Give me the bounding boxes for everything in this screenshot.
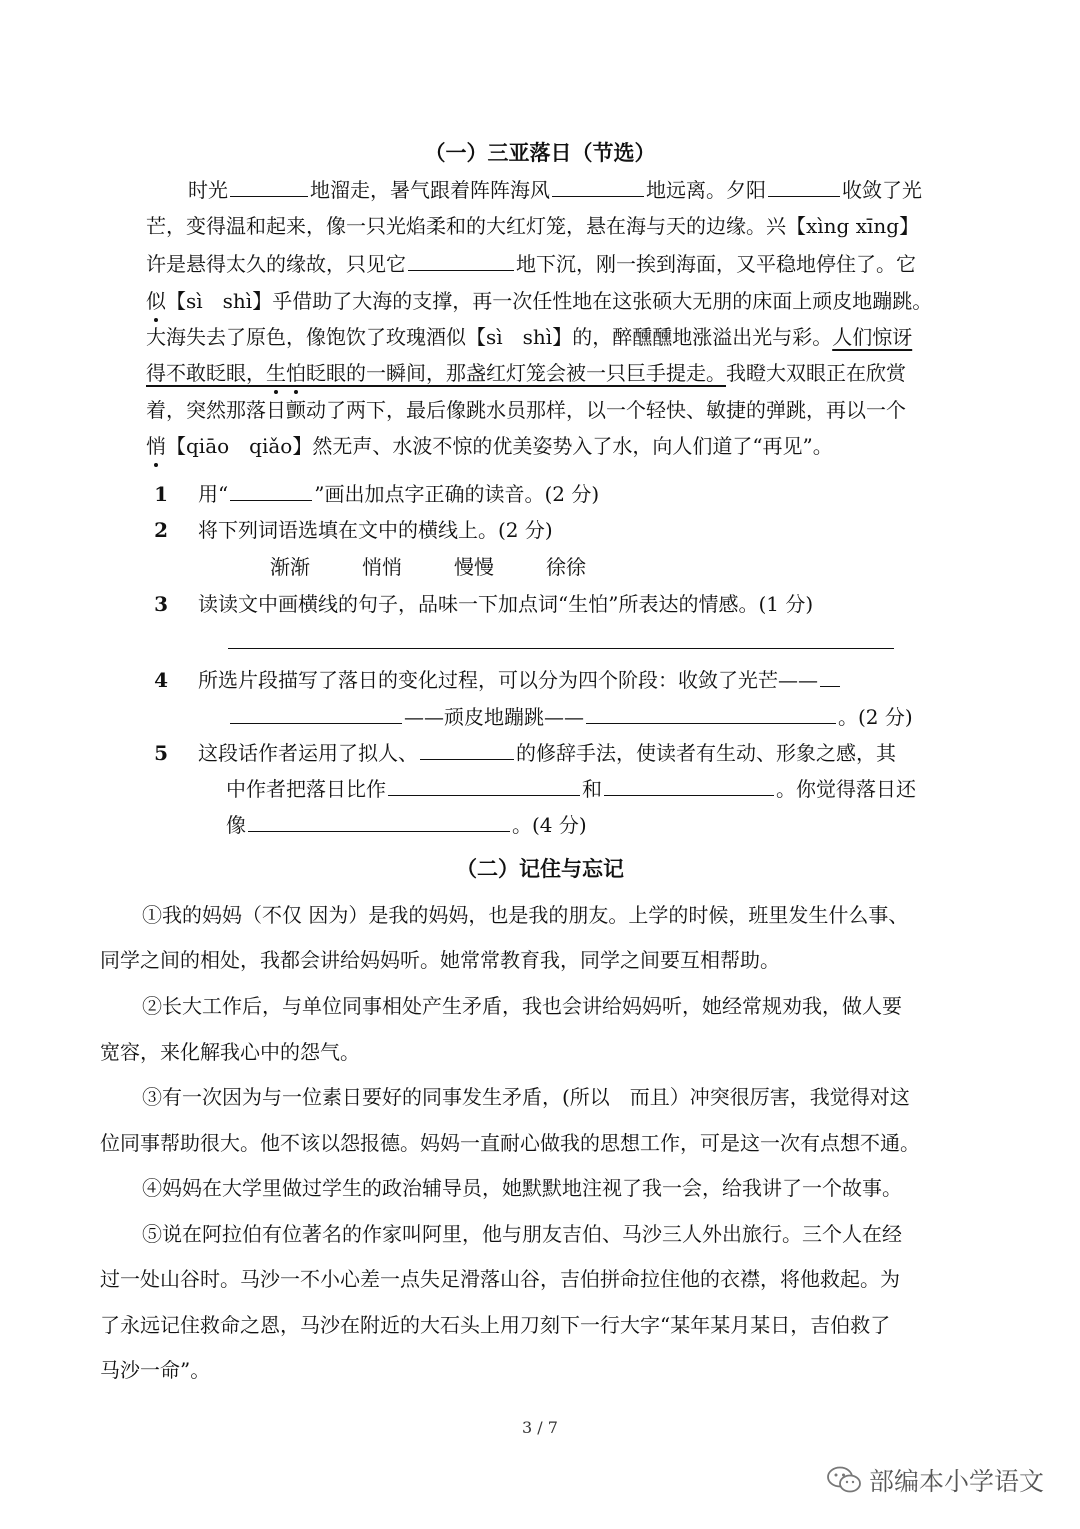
answer-blank[interactable] xyxy=(420,739,514,760)
text: ——顽皮地蹦跳—— xyxy=(404,705,584,729)
passage1-line-6 xyxy=(146,360,906,386)
text: 。(2 分) xyxy=(838,705,913,729)
text: 。你觉得落日还 xyxy=(776,777,916,801)
text: 。(4 分) xyxy=(512,813,587,837)
underlined-sentence xyxy=(146,361,726,385)
word-option: 悄悄 xyxy=(362,555,402,579)
word-option: 徐徐 xyxy=(546,555,586,579)
question-5 xyxy=(120,739,896,766)
text: 地远离。夕阳 xyxy=(646,178,766,202)
question-number: 5 xyxy=(154,741,168,765)
text: 眨眼的一瞬间，那盏红灯笼会被一只巨手提走。 xyxy=(306,361,726,385)
answer-blank[interactable] xyxy=(408,250,514,271)
text: 得不敢眨眼， xyxy=(146,361,266,385)
passage2-line: 宽容，来化解我心中的怨气。 xyxy=(100,1040,360,1064)
passage1-line-2: 芒，变得温和起来，像一只光焰柔和的大红灯笼，悬在海与天的边缘。兴【xìng xīng】 xyxy=(146,214,920,238)
text: 地下沉，刚一挨到海面，又平稳地停住了。它 xyxy=(516,252,916,276)
question-number: 2 xyxy=(154,518,168,542)
text: 用“ xyxy=(198,482,229,506)
word-option: 渐渐 xyxy=(270,555,310,579)
text: 的修辞手法，使读者有生动、形象之感，其 xyxy=(516,741,896,765)
text: 【qiāo qiǎo】然无声、水波不惊的优美姿势入了水，向人们道了“再见”。 xyxy=(166,434,833,458)
passage2-line: ①我的妈妈（不仅 因为）是我的妈妈，也是我的朋友。上学的时候，班里发生什么事、 xyxy=(142,903,909,927)
underlined-sentence: 人们惊讶 xyxy=(832,325,913,349)
text: 许是悬得太久的缘故，只见它 xyxy=(146,252,406,276)
question-number: 3 xyxy=(154,592,168,616)
answer-blank[interactable] xyxy=(604,775,774,796)
section2-title: （二）记住与忘记 xyxy=(456,856,624,881)
answer-blank[interactable] xyxy=(230,176,308,197)
answer-blank[interactable] xyxy=(768,176,840,197)
answer-blank[interactable] xyxy=(388,775,580,796)
watermark-text: 部编本小学语文 xyxy=(868,1467,1044,1496)
answer-blank[interactable] xyxy=(586,703,836,724)
page-number: 3 / 7 xyxy=(522,1418,558,1437)
answer-line[interactable] xyxy=(228,648,894,649)
passage2-line: ②长大工作后，与单位同事相处产生矛盾，我也会讲给妈妈听，她经常规劝我，做人要 xyxy=(142,994,902,1018)
answer-blank[interactable] xyxy=(248,811,510,832)
answer-blank[interactable] xyxy=(230,703,402,724)
question-1 xyxy=(120,480,599,507)
passage1-line-5 xyxy=(146,324,912,350)
passage2-line: 过一处山谷时。马沙一不小心差一点失足滑落山谷，吉伯拼命拉住他的衣襟，将他救起。为 xyxy=(100,1267,900,1291)
answer-blank[interactable] xyxy=(230,480,312,501)
question-4 xyxy=(120,666,842,693)
dotted-char: 怕 xyxy=(286,361,306,385)
question-5-cont2 xyxy=(226,811,587,838)
passage1-line-3 xyxy=(146,250,916,277)
text: 和 xyxy=(582,777,602,801)
dotted-char: 悄 xyxy=(146,434,166,458)
answer-blank[interactable] xyxy=(552,176,644,197)
answer-blank[interactable] xyxy=(820,666,840,687)
passage2-line: 了永远记住救命之恩，马沙在附近的大石头上用刀刻下一行大字“某年某月某日，吉伯救了 xyxy=(100,1313,891,1337)
passage1-line-1 xyxy=(188,176,922,203)
word-option: 慢慢 xyxy=(454,555,494,579)
passage1-line-4 xyxy=(146,288,932,314)
dotted-char: 似 xyxy=(146,289,166,313)
dotted-char: 生 xyxy=(266,361,286,385)
text: 读读文中画横线的句子，品味一下加点词“生怕”所表达的情感。(1 分) xyxy=(198,592,814,616)
word-options xyxy=(270,554,638,580)
text: 地溜走，暑气跟着阵阵海风 xyxy=(310,178,550,202)
passage2-line: ④妈妈在大学里做过学生的政治辅导员，她默默地注视了我一会，给我讲了一个故事。 xyxy=(142,1176,902,1200)
question-5-cont xyxy=(226,775,916,802)
text: 【sì shì】乎借助了大海的支撑，再一次任性地在这张硕大无朋的床面上顽皮地蹦跳。 xyxy=(166,289,933,313)
passage2-line: 马沙一命”。 xyxy=(100,1358,211,1382)
text: 中作者把落日比作 xyxy=(226,777,386,801)
passage1-line-7: 着，突然那落日颤动了两下，最后像跳水员那样，以一个轻快、敏捷的弹跳，再以一个 xyxy=(146,398,906,422)
text: 大海失去了原色，像饱饮了玫瑰酒似【sì shì】的，醉醺醺地涨溢出光与彩。 xyxy=(146,325,833,349)
passage2-line: 同学之间的相处，我都会讲给妈妈听。她常常教育我，同学之间要互相帮助。 xyxy=(100,948,780,972)
section1-title: （一）三亚落日（节选） xyxy=(424,140,656,165)
text: 收敛了光 xyxy=(842,178,922,202)
watermark xyxy=(827,1462,1044,1498)
text: 所选片段描写了落日的变化过程，可以分为四个阶段：收敛了光芒—— xyxy=(198,668,818,692)
text: 将下列词语选填在文中的横线上。(2 分) xyxy=(198,518,553,542)
text: 时光 xyxy=(188,178,228,202)
text: 我瞪大双眼正在欣赏 xyxy=(726,361,906,385)
text: 这段话作者运用了拟人、 xyxy=(198,741,418,765)
question-2 xyxy=(120,517,553,543)
passage1-line-8 xyxy=(146,433,833,459)
question-4-cont xyxy=(228,703,913,730)
passage2-line: ⑤说在阿拉伯有位著名的作家叫阿里，他与朋友吉伯、马沙三人外出旅行。三个人在经 xyxy=(142,1222,902,1246)
passage2-line: ③有一次因为与一位素日要好的同事发生矛盾，(所以 而且）冲突很厉害，我觉得对这 xyxy=(142,1085,910,1109)
wechat-icon xyxy=(827,1466,861,1494)
question-number: 4 xyxy=(154,668,168,692)
passage2-line: 位同事帮助很大。他不该以怨报德。妈妈一直耐心做我的思想工作，可是这一次有点想不通。 xyxy=(100,1131,920,1155)
text: 像 xyxy=(226,813,246,837)
question-number: 1 xyxy=(154,482,168,506)
question-3 xyxy=(120,591,813,617)
text: ”画出加点字正确的读音。(2 分) xyxy=(314,482,600,506)
